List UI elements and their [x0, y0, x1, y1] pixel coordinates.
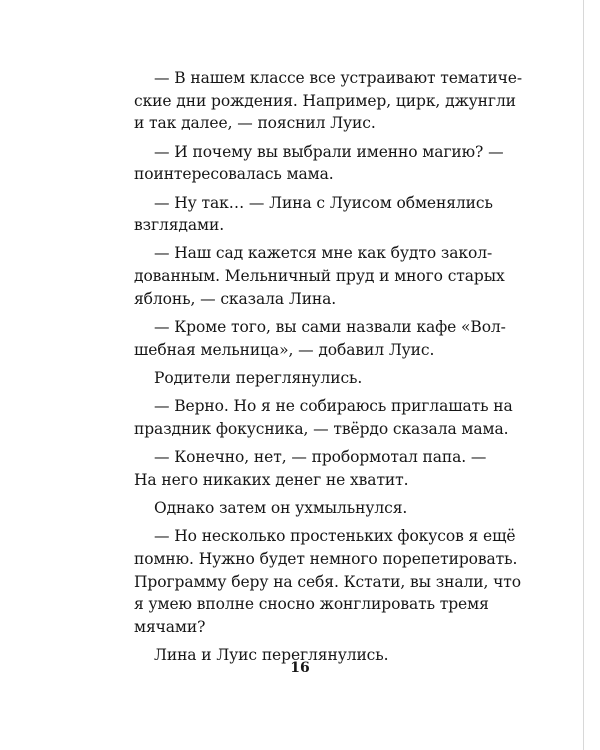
paragraph — [134, 525, 521, 639]
text-line: мячами? — [134, 617, 206, 636]
text-line: ские дни рождения. Например, цирк, джунгли — [134, 91, 516, 110]
text-line: — Верно. Но я не собираюсь приглашать на — [154, 397, 513, 416]
paragraph — [134, 367, 474, 390]
text-line: — Кроме того, вы сами назвали кафе «Вол- — [154, 318, 506, 337]
paragraph — [134, 446, 487, 491]
text-line: Программу беру на себя. Кстати, вы знали, что — [134, 572, 521, 591]
paragraph — [134, 395, 513, 440]
body-text — [134, 67, 522, 672]
paragraph — [134, 141, 504, 186]
text-line: дованным. Мельничный пруд и много старых — [134, 267, 505, 286]
text-line: и так далее, — пояснил Луис. — [134, 114, 376, 133]
text-line: На него никаких денег не хватит. — [134, 470, 409, 489]
text-line: — И почему вы выбрали именно магию? — — [154, 142, 504, 161]
text-line: я умею вполне сносно жонглировать тремя — [134, 595, 489, 614]
text-line: Лина и Луис переглянулись. — [154, 646, 389, 665]
text-line: помню. Нужно будет немного порепетировать. — [134, 549, 518, 568]
text-line: — Ну так… — Лина с Луисом обменялись — [154, 193, 493, 212]
text-line: Родители переглянулись. — [154, 368, 363, 387]
page-edge-divider — [583, 0, 584, 750]
paragraph — [134, 316, 506, 361]
text-line: — Наш сад кажется мне как будто закол- — [154, 244, 493, 263]
paragraph — [134, 67, 522, 135]
text-line: поинтересовалась мама. — [134, 165, 334, 184]
paragraph — [134, 242, 505, 310]
text-line: шебная мельница», — добавил Луис. — [134, 340, 435, 359]
text-line: праздник фокусника, — твёрдо сказала мама. — [134, 419, 509, 438]
text-line: яблонь, — сказала Лина. — [134, 289, 337, 308]
text-line: Однако затем он ухмыльнулся. — [154, 498, 408, 517]
text-line: — Конечно, нет, — пробормотал папа. — — [154, 448, 487, 467]
text-line: — Но несколько простеньких фокусов я ещё — [154, 527, 516, 546]
text-line: — В нашем классе все устраивают тематиче- — [154, 69, 522, 87]
text-line: взглядами. — [134, 216, 225, 235]
page-number: 16 — [290, 660, 310, 676]
paragraph — [134, 497, 474, 520]
paragraph — [134, 192, 493, 237]
